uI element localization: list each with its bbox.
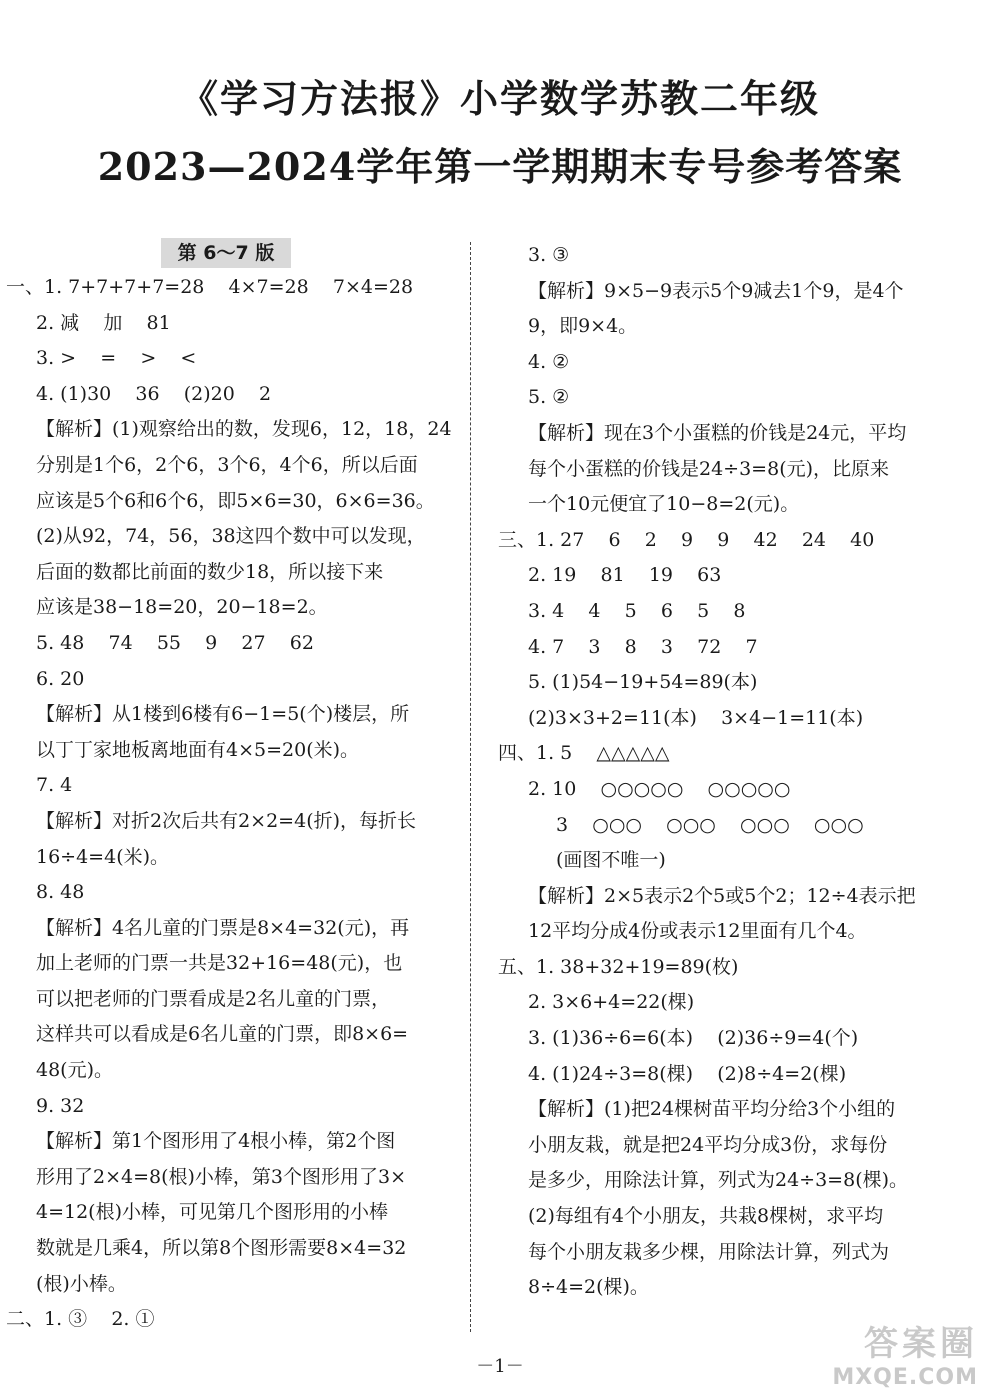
section-label: 第 6～7 版 [161, 238, 291, 268]
answer-line: 每个小朋友栽多少棵，用除法计算，列式为 [528, 1240, 890, 1263]
answer-line: 是多少，用除法计算，列式为24÷3=8(棵)。 [528, 1169, 909, 1192]
answer-line: 5. ② [528, 386, 570, 409]
answer-line: 【解析】2×5表示2个5或5个2；12÷4表示把 [528, 884, 916, 907]
answer-line: 【解析】从1楼到6楼有6−1=5(个)楼层，所 [36, 703, 410, 726]
answer-line: (画图不唯一) [556, 849, 666, 872]
answer-line: 一个10元便宜了10−8=2(元)。 [528, 493, 800, 516]
answer-line: 应该是38−18=20，20−18=2。 [36, 596, 328, 619]
answer-line: 3. 4 4 5 6 5 8 [528, 599, 746, 622]
answer-line: 【解析】第1个图形用了4根小棒，第2个图 [36, 1130, 396, 1153]
answer-line: 形用了2×4=8(根)小棒，第3个图形用了3× [36, 1165, 407, 1188]
answer-line: 16÷4=4(米)。 [36, 845, 170, 868]
answer-line: 3. > = > < [36, 347, 197, 370]
answer-line: 每个小蛋糕的价钱是24÷3=8(元)，比原来 [528, 457, 890, 480]
answer-line: 5. (1)54−19+54=89(本) [528, 671, 758, 694]
answer-line: 12平均分成4份或表示12里面有几个4。 [528, 920, 867, 943]
answer-line: 【解析】现在3个小蛋糕的价钱是24元，平均 [528, 421, 907, 444]
answer-line: 【解析】(1)观察给出的数，发现6，12，18，24 [36, 418, 452, 441]
answer-line: 8÷4=2(棵)。 [528, 1276, 649, 1299]
answer-line: 9. 32 [36, 1094, 85, 1117]
watermark-url: MXQE.COM [832, 1365, 978, 1390]
answer-line: 8. 48 [36, 881, 85, 904]
answer-line: 7. 4 [36, 774, 73, 797]
answer-line: 五、1. 38+32+19=89(枚) [498, 955, 739, 978]
answer-line: 加上老师的门票一共是32+16=48(元)，也 [36, 952, 403, 975]
answer-line: 5. 48 74 55 9 27 62 [36, 631, 314, 654]
answer-line: (2)3×3+2=11(本) 3×4−1=11(本) [528, 706, 864, 729]
title-line-1: 《学习方法报》小学数学苏教二年级 [179, 77, 820, 121]
answer-line: 2. 10 ○○○○○ ○○○○○ [528, 777, 791, 800]
answer-line: 二、1. ③ 2. ① [6, 1308, 155, 1331]
answer-line: 数就是几乘4，所以第8个图形需要8×4=32 [36, 1237, 407, 1260]
answer-line: 【解析】4名儿童的门票是8×4=32(元)，再 [36, 916, 410, 939]
answer-line: (2)从92，74，56，38这四个数中可以发现， [36, 525, 426, 548]
answer-line: 【解析】对折2次后共有2×2=4(折)，每折长 [36, 809, 417, 832]
answer-line: 4. ② [528, 350, 570, 373]
answer-line: 6. 20 [36, 667, 85, 690]
answer-line: 4=12(根)小棒，可见第几个图形用的小棒 [36, 1201, 389, 1224]
answer-line: 4. (1)24÷3=8(棵) (2)8÷4=2(棵) [528, 1062, 847, 1085]
answer-line: 小朋友栽，就是把24平均分成3份，求每份 [528, 1133, 888, 1156]
answer-line: 这样共可以看成是6名儿童的门票，即8×6= [36, 1023, 409, 1046]
right-answer-lines [498, 238, 948, 1306]
answer-line: 3 ○○○ ○○○ ○○○ ○○○ [556, 813, 864, 836]
answer-line: 后面的数都比前面的数少18，所以接下来 [36, 560, 384, 583]
answer-line: 以丁丁家地板离地面有4×5=20(米)。 [36, 738, 360, 761]
answer-line: 分别是1个6，2个6，3个6，4个6，所以后面 [36, 453, 418, 476]
answer-line: 9，即9×4。 [528, 315, 638, 338]
column-divider [470, 242, 471, 1332]
watermark-logo: 答案圈 [864, 1324, 978, 1364]
answer-line: 2. 3×6+4=22(棵) [528, 991, 695, 1014]
answer-line: 四、1. 5 △△△△△ [498, 742, 670, 765]
answer-line: (2)每组有4个小朋友，共栽8棵树，求平均 [528, 1205, 884, 1228]
answer-line: 3. ③ [528, 244, 570, 266]
left-answer-lines [6, 270, 458, 1338]
answer-line: 【解析】(1)把24棵树苗平均分给3个小组的 [528, 1098, 896, 1121]
answer-line: (根)小棒。 [36, 1272, 127, 1295]
answer-line: 三、1. 27 6 2 9 9 42 24 40 [498, 528, 875, 551]
watermark [788, 1316, 978, 1390]
answer-line: 2. 19 81 19 63 [528, 564, 722, 587]
answer-line: 48(元)。 [36, 1059, 114, 1082]
right-column [498, 238, 948, 1306]
answer-line: 4. (1)30 36 (2)20 2 [36, 382, 272, 405]
answer-line: 2. 减 加 81 [36, 311, 171, 334]
title-line-2: 2023—2024学年第一学期期末专号参考答案 [97, 144, 903, 189]
left-column [6, 238, 458, 1338]
answer-line: 【解析】9×5−9表示5个9减去1个9，是4个 [528, 279, 904, 302]
answer-line: 一、1. 7+7+7+7=28 4×7=28 7×4=28 [6, 276, 414, 298]
answer-line: 可以把老师的门票看成是2名儿童的门票， [36, 987, 391, 1010]
page-number: －1－ [476, 1356, 524, 1377]
answer-line: 3. (1)36÷6=6(本) (2)36÷9=4(个) [528, 1027, 859, 1050]
answer-line: 应该是5个6和6个6，即5×6=30，6×6=36。 [36, 489, 435, 512]
answer-line: 4. 7 3 8 3 72 7 [528, 635, 758, 658]
